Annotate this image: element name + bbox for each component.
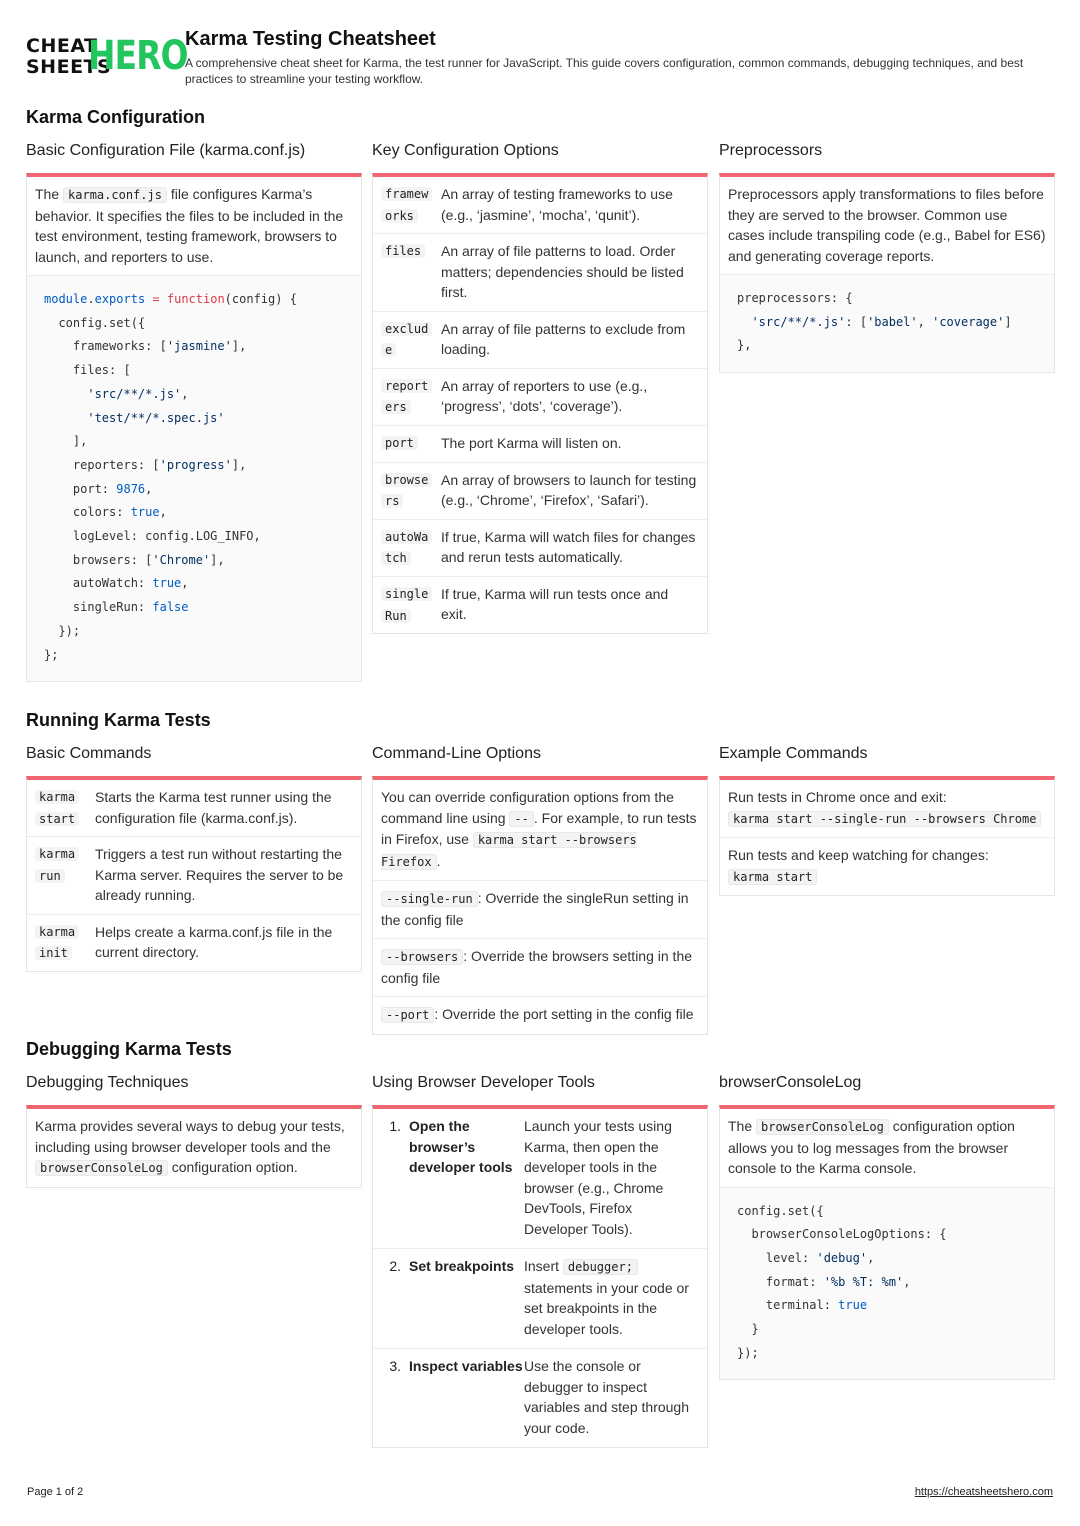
inline-code: --single-run bbox=[381, 891, 478, 907]
logo-hero: HERO bbox=[88, 33, 188, 79]
logo-sheets: SHEETS bbox=[26, 56, 112, 78]
card-title: browserConsoleLog bbox=[719, 1074, 862, 1091]
page-title: Karma Testing Cheatsheet bbox=[185, 28, 436, 50]
cli-intro: You can override configuration options from the command line using -- . For example, to run tests in Firefox, use karma start --browsers Firefox . bbox=[381, 789, 697, 869]
page-description: A comprehensive cheat sheet for Karma, the test runner for JavaScript. This guide covers configuration, common commands, debugging techniques, and best practices to streamline your testing workflow. bbox=[185, 56, 1024, 86]
command-key: karma run bbox=[35, 847, 79, 883]
option-key: files bbox=[381, 244, 425, 258]
table-row bbox=[373, 369, 707, 426]
table-row bbox=[373, 463, 707, 520]
option-key: frameworks bbox=[381, 187, 432, 223]
debug-techniques-text: Karma provides several ways to debug your tests, including using browser developer tools and the browserConsoleLog configuration option. bbox=[35, 1118, 345, 1175]
site-link[interactable]: https://cheatsheetshero.com bbox=[914, 1486, 1053, 1498]
card-title: Key Configuration Options bbox=[372, 142, 559, 159]
card-title: Basic Configuration File (karma.conf.js) bbox=[26, 142, 306, 159]
list-item: Run tests and keep watching for changes: karma start bbox=[728, 847, 989, 884]
option-key: port bbox=[381, 436, 418, 450]
inline-code: browserConsoleLog bbox=[35, 1160, 168, 1176]
card-title: Debugging Techniques bbox=[26, 1074, 189, 1091]
list-item: 2. Set breakpoints Insert debugger; statements in your code or set breakpoints in the developer tools. bbox=[373, 1249, 707, 1349]
table-row bbox=[27, 915, 361, 971]
card-browser-console-log bbox=[719, 1073, 1055, 1380]
card-preprocessors bbox=[719, 141, 1055, 373]
console-log-text: The browserConsoleLog configuration option allows you to log messages from the browser console to the Karma console. bbox=[728, 1118, 1015, 1176]
inline-code: --browsers bbox=[381, 949, 463, 965]
inline-code: -- bbox=[509, 811, 533, 827]
step-desc: Insert debugger; statements in your code or set breakpoints in the developer tools. bbox=[524, 1258, 689, 1337]
step-desc: Launch your tests using Karma, then open the developer tools in the browser (e.g., Chrome DevTools, Firefox Developer Tools). bbox=[524, 1118, 672, 1237]
option-desc: An array of file patterns to exclude from loading. bbox=[441, 320, 686, 358]
inline-code: karma start --browsers Firefox bbox=[381, 833, 637, 869]
card-body bbox=[372, 173, 708, 634]
table-row bbox=[373, 312, 707, 369]
card-command-line-options bbox=[372, 744, 708, 1035]
command-desc: Starts the Karma test runner using the configuration file (karma.conf.js). bbox=[95, 789, 332, 826]
step-desc: Use the console or debugger to inspect variables and step through your code. bbox=[524, 1358, 689, 1436]
card-basic-commands bbox=[26, 744, 362, 972]
step-heading: Set breakpoints bbox=[409, 1258, 515, 1274]
cheatsheetshero-logo[interactable] bbox=[26, 33, 188, 79]
option-desc: If true, Karma will run tests once and exit. bbox=[441, 585, 669, 623]
code-block-browser-console-log: config.set({ browserConsoleLogOptions: { level: 'debug', format: '%b %T: %m', terminal: true } }); bbox=[720, 1188, 1054, 1380]
card-title: Example Commands bbox=[719, 745, 868, 762]
list-item: 3. Inspect variables Use the console or debugger to inspect variables and step through your code. bbox=[373, 1349, 707, 1447]
command-key: karma init bbox=[35, 925, 79, 961]
list-item: Run tests in Chrome once and exit: karma start --single-run --browsers Chrome bbox=[720, 780, 1054, 837]
inline-code: debugger; bbox=[563, 1259, 638, 1275]
card-body bbox=[372, 1105, 708, 1448]
table-row bbox=[27, 780, 361, 837]
step-heading: Open the browser’s developer tools bbox=[409, 1118, 513, 1175]
card-body bbox=[372, 776, 708, 1035]
inline-code: karma start bbox=[728, 869, 817, 885]
command-key: karma start bbox=[35, 790, 79, 826]
basic-config-intro: The karma.conf.js file configures Karma’s behavior. It specifies the files to be included in the test environment, testing framework, browsers to launch, and reporters to use. bbox=[35, 186, 344, 265]
card-body bbox=[719, 776, 1055, 896]
card-example-commands bbox=[719, 744, 1055, 896]
inline-code: --port bbox=[381, 1007, 434, 1023]
option-key: exclude bbox=[381, 322, 432, 358]
list-item: --single-run : Override the singleRun setting in the config file bbox=[381, 890, 689, 928]
list-item: --browsers : Override the browsers setting in the config file bbox=[381, 948, 693, 986]
page-number: Page 1 of 2 bbox=[27, 1486, 84, 1498]
table-row bbox=[373, 234, 707, 312]
card-browser-developer-tools bbox=[372, 1073, 708, 1448]
section-title-running: Running Karma Tests bbox=[26, 710, 211, 730]
table-row bbox=[373, 426, 707, 463]
card-body bbox=[26, 1105, 362, 1188]
inline-code: karma start --single-run --browsers Chrome bbox=[728, 811, 1041, 827]
option-desc: The port Karma will listen on. bbox=[441, 435, 622, 452]
card-title: Basic Commands bbox=[26, 745, 152, 762]
card-title: Using Browser Developer Tools bbox=[372, 1074, 595, 1091]
card-title: Command-Line Options bbox=[372, 745, 541, 762]
card-body bbox=[26, 776, 362, 972]
table-row bbox=[373, 520, 707, 577]
command-desc: Helps create a karma.conf.js file in the current directory. bbox=[95, 923, 333, 961]
option-desc: If true, Karma will watch files for changes and rerun tests automatically. bbox=[441, 528, 696, 566]
card-body bbox=[26, 173, 362, 682]
option-key: singleRun bbox=[381, 587, 432, 623]
card-title: Preprocessors bbox=[719, 142, 823, 159]
card-body bbox=[719, 173, 1055, 373]
option-desc: An array of reporters to use (e.g., ‘progress’, ‘dots’, ‘coverage’). bbox=[441, 377, 648, 415]
card-body bbox=[719, 1105, 1055, 1380]
table-row bbox=[373, 577, 707, 633]
table-row bbox=[373, 177, 707, 234]
logo-cheat: CHEAT bbox=[26, 35, 98, 57]
section-title-debugging: Debugging Karma Tests bbox=[26, 1039, 232, 1059]
inline-code: browserConsoleLog bbox=[756, 1119, 889, 1135]
preprocessors-intro: Preprocessors apply transformations to files before they are served to the browser. Common use cases include transpiling code (e.g., Babel for ES6) and generating coverage reports. bbox=[728, 186, 1046, 264]
table-row bbox=[27, 837, 361, 915]
command-desc: Triggers a test run without restarting the Karma server. Requires the server to be already running. bbox=[95, 846, 344, 904]
option-key: browsers bbox=[381, 473, 432, 509]
step-heading: Inspect variables bbox=[409, 1358, 523, 1374]
option-desc: An array of file patterns to load. Order matters; dependencies should be listed first. bbox=[441, 243, 684, 301]
inline-code: karma.conf.js bbox=[63, 187, 167, 203]
code-block-karma-conf: module.exports = function(config) { config.set({ frameworks: ['jasmine'], files: [ 'src/**/*.js', 'test/**/*.spec.js' ], reporters: ['progress'], port: 9876, colors: true, logLevel: config.LOG_INFO, browsers: ['Chrome'], autoWatch: true, singleRun: false }); }; bbox=[27, 276, 361, 681]
option-key: reporters bbox=[381, 379, 432, 415]
option-desc: An array of browsers to launch for testing (e.g., ‘Chrome’, ‘Firefox’, ‘Safari’). bbox=[441, 471, 697, 509]
card-debugging-techniques bbox=[26, 1073, 362, 1188]
code-block-preprocessors: preprocessors: { 'src/**/*.js': ['babel', 'coverage'] }, bbox=[720, 275, 1054, 372]
section-title-configuration: Karma Configuration bbox=[26, 107, 206, 127]
list-item: --port : Override the port setting in the config file bbox=[373, 997, 707, 1034]
card-basic-configuration bbox=[26, 141, 362, 682]
page-header bbox=[26, 28, 1056, 90]
option-key: autoWatch bbox=[381, 530, 432, 566]
card-key-configuration-options bbox=[372, 141, 708, 634]
option-desc: An array of testing frameworks to use (e.g., ‘jasmine’, ‘mocha’, ‘qunit’). bbox=[441, 186, 673, 223]
list-item: 1. Open the browser’s developer tools Launch your tests using Karma, then open the developer tools in the browser (e.g., Chrome DevTools, Firefox Developer Tools). bbox=[373, 1109, 707, 1249]
